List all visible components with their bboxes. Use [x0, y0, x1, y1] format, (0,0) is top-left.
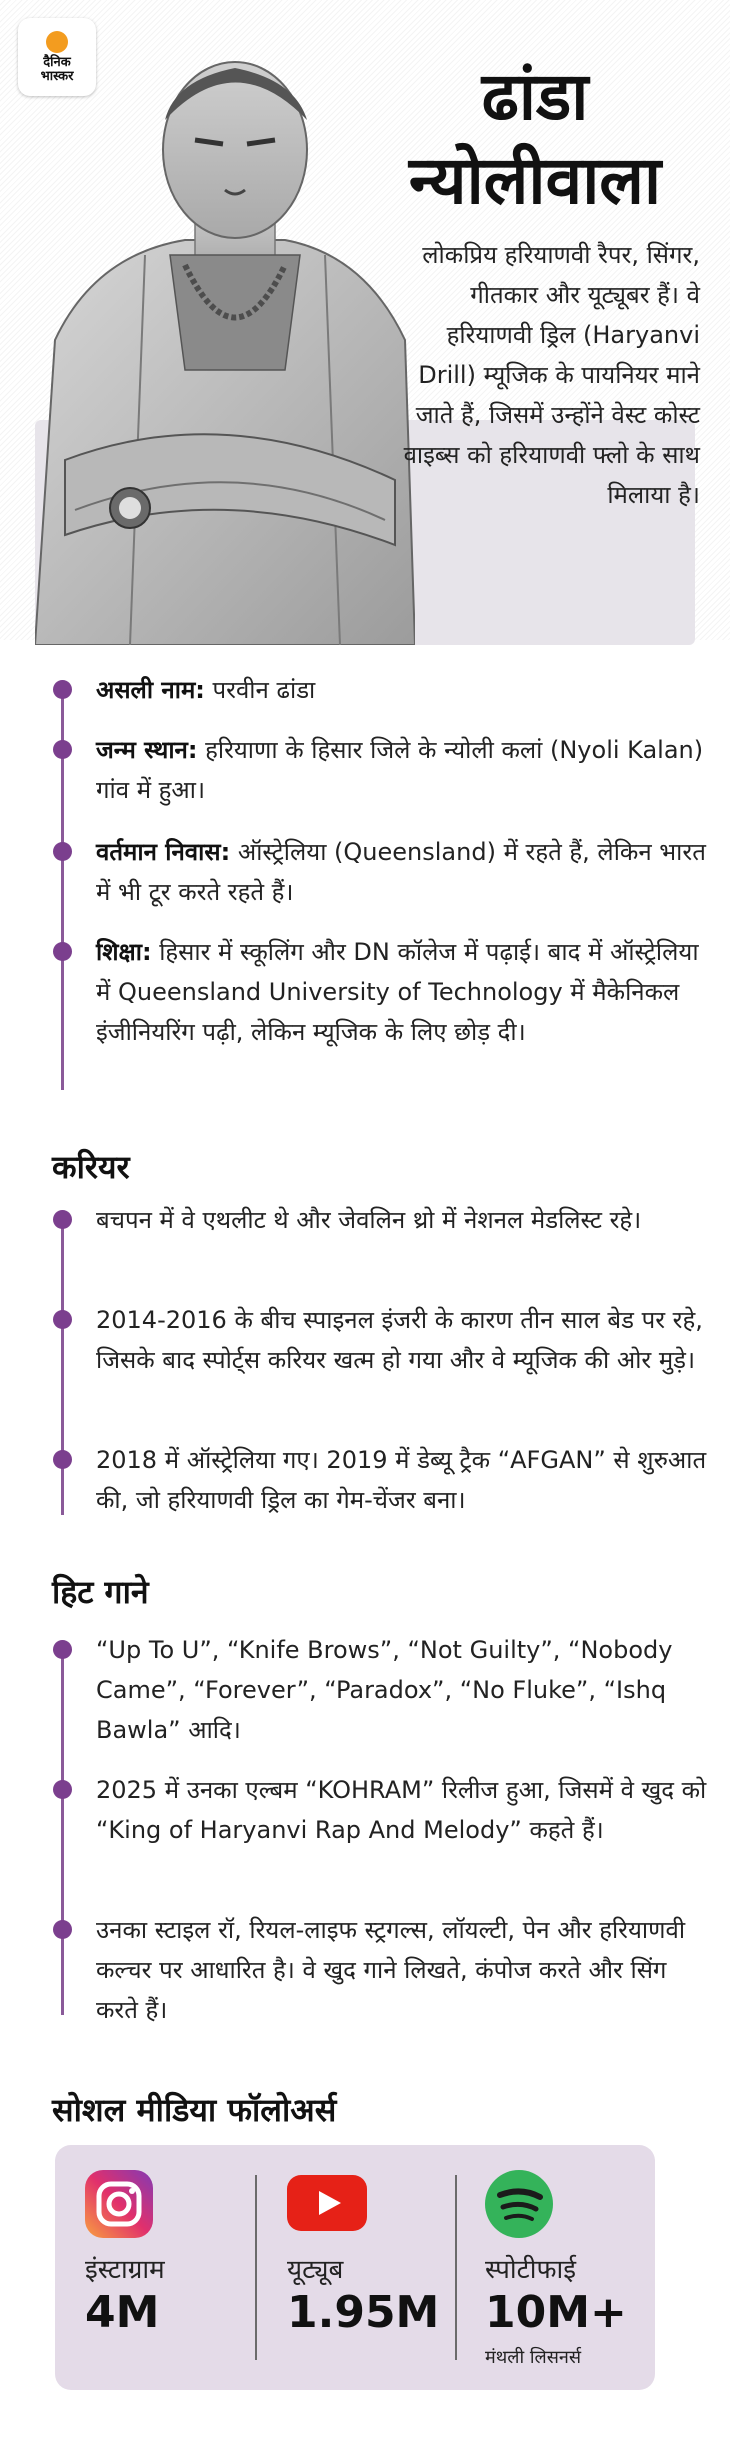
youtube-subscribers: 1.95M: [287, 2287, 440, 2338]
sun-icon: [46, 31, 68, 53]
bio-value: परवीन ढांडा: [204, 676, 316, 704]
intro-paragraph: लोकप्रिय हरियाणवी रैपर, सिंगर, गीतकार और यूट्यूबर हैं। वे हरियाणवी ड्रिल (Haryanvi Drill) म्यूजिक के पायनियर माने जाते हैं, जिसमें उन्होंने वेस्ट कोस्ट वाइब्स को हरियाणवी फ्लो के साथ मिलाया है।: [403, 241, 700, 509]
bullet-dot: [53, 1210, 72, 1229]
bio-value: ऑस्ट्रेलिया (Queensland) में रहते हैं, लेकिन भारत में भी टूर करते रहते हैं।: [96, 838, 706, 906]
social-heading: सोशल मीडिया फॉलोअर्स: [52, 2091, 337, 2129]
bio-timeline: [48, 670, 708, 1110]
career-text: 2018 में ऑस्ट्रेलिया गए। 2019 में डेब्यू ट्रैक “AFGAN” से शुरुआत की, जो हरियाणवी ड्रिल का गेम-चेंजर बना।: [96, 1446, 707, 1514]
instagram-label: इंस्टाग्राम: [85, 2255, 165, 2285]
social-instagram: [55, 2145, 255, 2390]
career-item: [48, 1300, 708, 1380]
career-item: [48, 1200, 708, 1240]
hits-heading: हिट गाने: [52, 1573, 149, 1611]
bio-label: शिक्षा:: [96, 938, 152, 966]
career-text: 2014-2016 के बीच स्पाइनल इंजरी के कारण तीन साल बेड पर रहे, जिसके बाद स्पोर्ट्स करियर खत्म हो गया और वे म्यूजिक की ओर मुड़े।: [96, 1306, 703, 1374]
bio-item-residence: [48, 832, 708, 912]
bullet-dot: [53, 842, 72, 861]
bullet-dot: [53, 740, 72, 759]
bio-item-real-name: [48, 670, 708, 710]
instagram-followers: 4M: [85, 2287, 160, 2338]
bullet-dot: [53, 942, 72, 961]
bio-item-education: [48, 932, 708, 1052]
bio-value: हरियाणा के हिसार जिले के न्योली कलां (Nyoli Kalan) गांव में हुआ।: [96, 736, 704, 804]
bio-label: असली नाम:: [96, 676, 205, 704]
social-spotify: [457, 2145, 655, 2390]
bio-value: हिसार में स्कूलिंग और DN कॉलेज में पढ़ाई। बाद में ऑस्ट्रेलिया में Queensland University of Technology में मैकेनिकल इंजीनियरिंग पढ़ी, लेकिन म्यूजिक के लिए छोड़ दी।: [96, 938, 699, 1046]
career-item: [48, 1440, 708, 1520]
spotify-label: स्पोटीफाई: [485, 2255, 577, 2285]
youtube-label: यूट्यूब: [287, 2255, 344, 2285]
bullet-dot: [53, 1640, 72, 1659]
career-timeline: [48, 1200, 708, 1530]
youtube-icon: [287, 2175, 367, 2231]
bio-label: जन्म स्थान:: [96, 736, 198, 764]
dainik-bhaskar-logo[interactable]: [18, 18, 96, 96]
career-heading: करियर: [52, 1148, 130, 1186]
spotify-sublabel: मंथली लिसनर्स: [485, 2347, 582, 2368]
artist-portrait-illustration: [35, 40, 415, 645]
bullet-dot: [53, 1780, 72, 1799]
bullet-dot: [53, 1310, 72, 1329]
title-line-2: न्योलीवाला: [408, 142, 662, 219]
hits-item: [48, 1630, 708, 1750]
header-banner: [0, 0, 730, 640]
bullet-dot: [53, 1920, 72, 1939]
social-youtube: [257, 2145, 455, 2390]
social-followers-card: [55, 2145, 655, 2390]
hits-item: [48, 1770, 708, 1850]
logo-text-line-2: भास्कर: [40, 68, 74, 84]
hits-text: “Up To U”, “Knife Brows”, “Not Guilty”, “Nobody Came”, “Forever”, “Paradox”, “No Fluke”, “Ishq Bawla” आदि।: [96, 1636, 673, 1744]
page-title: [360, 55, 710, 223]
hits-timeline: [48, 1630, 708, 2050]
hits-text: 2025 में उनका एल्बम “KOHRAM” रिलीज हुआ, जिसमें वे खुद को “King of Haryanvi Rap And Melody” कहते हैं।: [96, 1776, 707, 1844]
hits-item: [48, 1910, 708, 2030]
bio-label: वर्तमान निवास:: [96, 838, 231, 866]
bullet-dot: [53, 680, 72, 699]
hits-text: उनका स्टाइल रॉ, रियल-लाइफ स्ट्रगल्स, लॉयल्टी, पेन और हरियाणवी कल्चर पर आधारित है। वे खुद गाने लिखते, कंपोज करते और सिंग करते हैं।: [96, 1916, 686, 2024]
logo-text-line-1: दैनिक: [43, 54, 71, 70]
career-text: बचपन में वे एथलीट थे और जेवलिन थ्रो में नेशनल मेडलिस्ट रहे।: [96, 1206, 642, 1234]
bio-item-birthplace: [48, 730, 708, 810]
title-line-1: ढांडा: [481, 58, 589, 135]
bullet-dot: [53, 1450, 72, 1469]
spotify-icon: [485, 2170, 553, 2238]
spotify-listeners: 10M+: [485, 2287, 627, 2338]
instagram-icon: [85, 2170, 153, 2238]
